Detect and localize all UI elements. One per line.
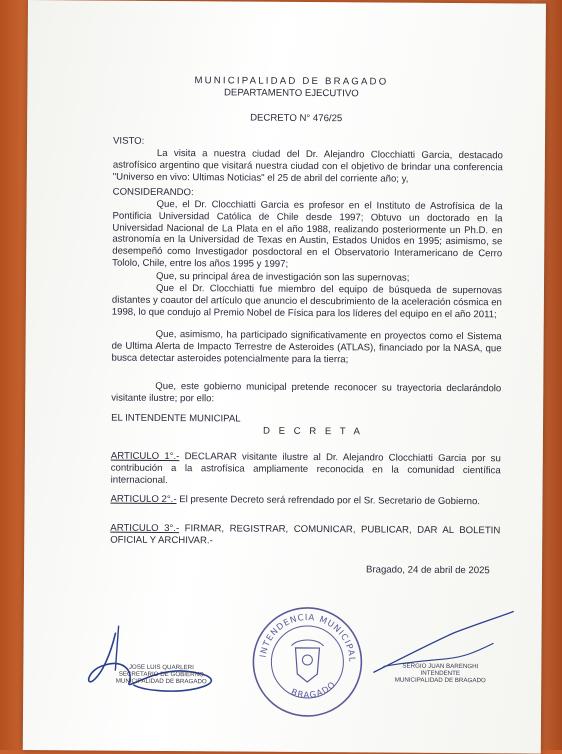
seal-bottom-text: BRAGADO <box>289 679 339 701</box>
municipality-heading: MUNICIPALIDAD DE BRAGADO <box>194 75 389 88</box>
right-signer-name: SERGIO JUAN BARENGHI <box>402 662 479 671</box>
decree-number: DECRETO N° 476/25 <box>250 112 343 125</box>
left-signature-scribble <box>63 610 244 701</box>
article-3-text: FIRMAR, REGISTRAR, COMUNICAR, PUBLICAR, DAR AL BOLETIN OFICIAL Y ARCHIVAR.- <box>110 523 501 547</box>
considerando-paragraph-1: Que, el Dr. Clocchiatti Garcia es profesor en el Instituto de Astrofísica de la Pontificia Universidad Católica de Chile desde 1997; Obtuvo un doctorado en la Universidad Nacional de La Plata en el año 1988, realizando posteriormente un Ph.D. en astronomía en la Universidad de Texas en Austin, Estados Unidos en 1995; asimismo, se desempeñó como Investigador posdoctoral en el Observatorio Interamericano de Cerro Tololo, Chile, entre los años 1995 y 1997; <box>112 198 503 270</box>
article-2-text: El presente Decreto será refrendado por el Sr. Secretario de Gobierno. <box>176 494 481 508</box>
left-signer-org: MUNICIPALIDAD DE BRAGADO <box>115 677 207 686</box>
municipal-seal <box>247 602 368 723</box>
article-1-title: ARTICULO 1°.- <box>110 450 180 463</box>
right-signature-block <box>375 662 505 684</box>
article-1 <box>111 451 501 489</box>
svg-text:BRAGADO <box>289 679 338 701</box>
article-2-title: ARTICULO 2°.- <box>110 493 177 506</box>
considerando-paragraph-4: Que, asimismo, ha participado significativamente en proyectos como el Sistema de Ultima Alerta de Impacto Terrestre de Asteroides (ATLAS), financiado por la NASA, que busca detectar asteroides potencialmente para la tierra; <box>111 328 502 365</box>
left-signature-block <box>101 664 221 686</box>
considerando-paragraph-3: Que el Dr. Clocchiatti fue miembro del equipo de búsqueda de supernovas distantes y coautor del artículo que anuncio el descubrimiento de la aceleración cósmica en 1998, lo que condujo al Premio Nobel de Física para los líderes del equipo en el año 2011; <box>111 282 503 320</box>
article-3 <box>110 523 500 549</box>
visto-body: La visita a nuestra ciudad del Dr. Alejandro Clocchiatti Garcia, destacado astrofísico argentino que visitará nuestra ciudad con el objetivo de brindar una conferencia "Universo en vivo: Ultimas Noticias" el 25 de abril del corriente año; y, <box>112 147 503 185</box>
visto-text <box>113 148 503 186</box>
decreta-label: D E C R E T A <box>262 425 364 438</box>
considerando-label: CONSIDERANDO: <box>112 186 194 199</box>
article-3-title: ARTICULO 3°.- <box>110 522 180 535</box>
right-signer-org: MUNICIPALIDAD DE BRAGADO <box>394 676 486 685</box>
department-heading: DEPARTAMENTO EJECUTIVO <box>223 87 359 100</box>
decree-document <box>23 0 546 754</box>
article-2 <box>110 494 500 509</box>
intendente-label: EL INTENDENTE MUNICIPAL <box>111 412 241 425</box>
left-signer-role: SECRETARIO DE GOBIERNO <box>118 670 204 679</box>
right-signer-role: INTENDENTE <box>420 669 461 678</box>
considerando-paragraph-5: Que, este gobierno municipal pretende reconocer su trayectoria declarándolo visitante ilustre; por ello: <box>111 380 502 405</box>
decree-date: Bragado, 24 de abril de 2025 <box>365 564 490 577</box>
visto-label: VISTO: <box>112 135 145 147</box>
article-1-text: DECLARAR visitante ilustre al Dr. Alejandro Clocchiatti Garcia por su contribución a la astrofísica ampliamente reconocida en la comunidad científica internacional. <box>110 451 501 486</box>
seal-top-text: INTENDENCIA MUNICIPAL <box>258 612 357 663</box>
left-signer-name: JOSE LUIS QUARLERI <box>128 663 194 672</box>
considerando-paragraph-2: Que, su principal área de investigación son las supernovas; <box>156 270 410 284</box>
